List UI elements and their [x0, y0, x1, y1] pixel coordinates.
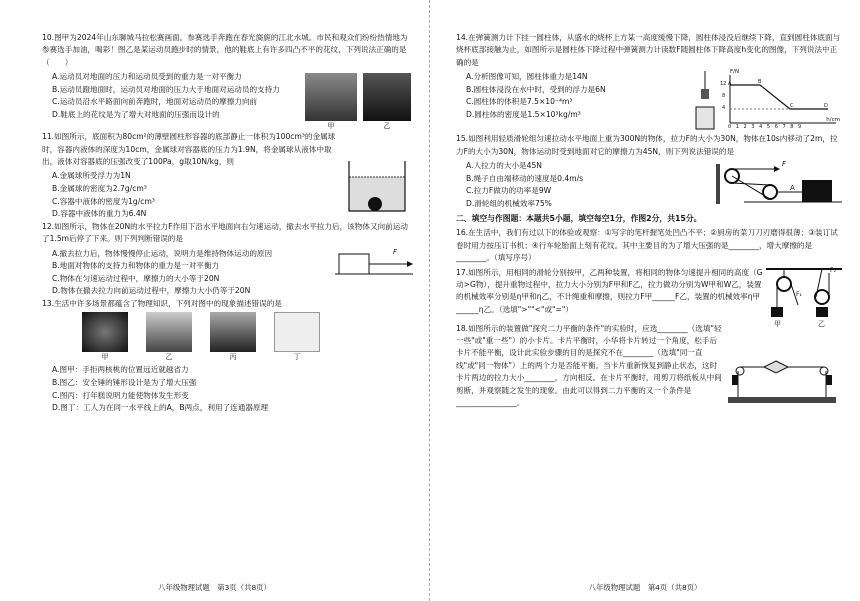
q15-pulley-figure — [714, 160, 844, 210]
force-height-graph — [720, 71, 840, 133]
runner-shoe-photo — [363, 73, 411, 121]
rice-cake-photo — [210, 312, 256, 352]
question-18: 18.如图所示的装置做"探究二力平衡的条件"的实验时，应选________（选填"轻一些"或"重一些"）的小卡片。卡片平衡时，小华将卡片转过一个角度，松手后卡片不能平衡，设计此实验步骤的目的是探究不在________（选填"同一直线"或"同一物体"）上的两个力是否能平衡。当卡片重新恢复到静止状态，这时卡片两边的拉力大小________，方向相反。在卡片平衡时，用剪刀将纸板从中间剪断，并观察随之发生的现象。由此可以得到二力平衡的又一个条件是________________。 — [456, 323, 722, 408]
graph-y-label: F/N — [730, 69, 740, 76]
q13-label-a: 甲 — [101, 353, 109, 362]
question-10 — [42, 32, 415, 69]
graph-ytick: 4 — [722, 105, 726, 112]
graph-ytick: 8 — [722, 93, 726, 100]
graph-x-label: h/cm — [826, 117, 840, 124]
question-17: 17.如图所示，用相同的滑轮分别按甲，乙两种装置，将相同的物体匀速提升相同的高度（G动>G物），提升重物过程中，拉力大小分别为F甲和F乙，拉力做功分别为W甲和W乙，装置的机械效率分别是η甲和η乙，不计绳重和摩擦，则拉力F甲______F乙，装置的机械效率η甲______η乙。（选填">""<"或"="） — [456, 267, 763, 314]
q17-force-1: F₁ — [796, 290, 802, 298]
q14-option-c: C.圆柱体的体积是7.5×10⁻⁴m³ — [466, 97, 573, 107]
q17-label-b: 乙 — [818, 319, 825, 328]
graph-xtick: 1 — [735, 124, 739, 131]
q17-pulley-figures — [766, 266, 844, 328]
graph-xtick: 4 — [759, 124, 763, 131]
block-force-diagram — [335, 248, 413, 282]
spring-scale-beaker — [694, 71, 716, 131]
q10-figures — [305, 71, 415, 131]
right-page — [430, 0, 860, 601]
container-ball-diagram — [343, 159, 411, 215]
q11-container-figure — [343, 131, 415, 221]
q12-option-a: A.撤去拉力后，物体慢慢停止运动，说明力是维持物体运动的原因 — [52, 248, 273, 258]
q11-option-d: D.容器中液体的重力为6.4N — [52, 209, 147, 219]
graph-point-label: C — [790, 103, 794, 110]
q14-option-d: D.圆柱体的密度是1.5×10³kg/m³ — [466, 110, 581, 119]
q10-option-d: D.鞋底上的花纹是为了增大对地面的压强而设计的 — [52, 110, 220, 119]
graph-xtick: 7 — [782, 124, 786, 131]
q11-option-c: C.容器中液体的密度为1g/cm³ — [52, 196, 155, 206]
q12-option-d: D.物体在撤去拉力向前运动过程中，摩擦力大小仍等于20N — [52, 286, 251, 296]
question-10-text: 10.图甲为2024年山东聊城马拉松赛画面。参赛选手奔跑在春光旖旎的江北水城。市民和观众们纷纷热情地为参赛选手加油，喝彩！图乙是某运动员跑步时的情景，他的鞋底上有许多四凸不平的花纹，下列说法正确的是（ ） — [42, 33, 408, 67]
graph-point-label: D — [824, 103, 828, 110]
q17-label-a: 甲 — [774, 319, 781, 328]
graph-xtick: 2 — [743, 124, 747, 131]
q10-option-b: B.运动员蹬地面时，运动员对地面的压力大于地面对运动员的支持力 — [52, 84, 280, 94]
q10-option-c: C.运动员沿水平路面向前奔跑时，地面对运动员的摩擦力向前 — [52, 97, 258, 107]
pulley-object-label: A — [790, 184, 795, 193]
graph-point-label: B — [758, 79, 762, 86]
marathon-photo — [305, 73, 357, 121]
q13-label-c: 丙 — [229, 353, 237, 362]
question-11: 11.如图所示，底面积为80cm²的薄壁圆柱形容器的底部静止一体积为100cm³的金属球时，容器内液体的深度为10cm，金属球对容器底的压力为1.9N，将金属球从液体中取出，液体对容器底的压强改变了100Pa，g取10N/kg，则 — [42, 132, 336, 167]
question-16: 16.在生活中，我们有过以下的体验或观察：①写字的笔杆握笔处凹凸不平；②厨房的菜刀刀刃磨得很薄；③装订试卷时用力按压订书机；④行车轮胎面上刻有花纹。其中主要目的为了增大压强的是________，增大摩擦的是________。（填写序号） — [456, 228, 838, 263]
graph-xtick: 3 — [751, 124, 755, 131]
q13-label-b: 乙 — [165, 353, 173, 362]
q12-option-b: B.地面对物体的支持力和物体的重力是一对平衡力 — [52, 261, 220, 271]
q15-option-c: C.拉力F做功的功率是9W — [466, 186, 552, 196]
q10-fig-label-a: 甲 — [327, 122, 335, 131]
right-page-footer: 八年级物理试题 第4页（共8页） — [588, 583, 702, 592]
q13-option-b: B.图乙：安全锤的锤形设计是为了增大压强 — [52, 378, 197, 387]
graph-xtick: 8 — [790, 124, 794, 131]
graph-xtick: 0 — [728, 124, 732, 131]
q13-option-c: C.图丙：打年糕说明力能使物体发生形变 — [52, 390, 189, 400]
q15-option-b: B.绳子自由端移动的速度是0.4m/s — [466, 173, 584, 183]
q11-option-b: B.金属球的密度为2.7g/cm³ — [52, 184, 147, 194]
q14-figure — [694, 71, 844, 133]
question-14: 14.在弹簧测力计下挂一圆柱体，从盛水的烧杯上方某一高度缓慢下降，圆柱体浸没后继续下降，直到圆柱体底面与烧杯底部接触为止，如图所示是圆柱体下降过程中弹簧测力计读数F随圆柱体下降高度h变化的图像，下列说法中正确的是 — [456, 33, 841, 67]
question-12: 12.如图所示，物体在20N的水平拉力F作用下沿水平地面向右匀速运动，撤去水平拉力后，该物体又向前运动了1.5m后停了下来。则下列判断错误的是 — [42, 221, 408, 244]
q13-option-a: A.图甲：手拒两核桃的位置远近就越省力 — [52, 365, 189, 375]
pulley-force-label: F — [782, 160, 787, 169]
q14-option-a: A.分析图像可知，圆柱体重力是14N — [466, 72, 588, 82]
walnut-photo — [82, 312, 128, 352]
graph-xtick: 6 — [774, 124, 778, 131]
q11-option-a: A.金属球所受浮力为1N — [52, 171, 131, 181]
graph-xtick: 9 — [798, 124, 802, 131]
worker-tube-drawing — [274, 312, 320, 352]
left-page-footer: 八年级物理试题 第3页（共8页） — [158, 583, 271, 592]
graph-x-ticks — [728, 124, 801, 130]
q15-option-d: D.滑轮组的机械效率75% — [466, 198, 552, 208]
safety-hammer-photo — [146, 312, 192, 352]
graph-point-label: A — [728, 81, 732, 88]
q18-balance-figure — [724, 323, 844, 412]
q17-force-2: F₂ — [830, 266, 836, 274]
q10-fig-label-b: 乙 — [383, 122, 391, 131]
graph-xtick: 5 — [766, 124, 771, 131]
graph-ytick: 12 — [720, 81, 727, 88]
force-label: F — [393, 247, 398, 256]
q13-option-d: D.图丁：工人为在同一水平线上的A，B两点，利用了连通器原理 — [52, 403, 269, 413]
q13-figures — [42, 312, 415, 362]
q12-block-figure — [335, 248, 415, 298]
q12-option-c: C.物体在匀速运动过程中，摩擦力的大小等于20N — [52, 273, 220, 283]
q10-option-a: A.运动员对地面的压力和运动员受到的重力是一对平衡力 — [52, 72, 242, 82]
question-13: 13.生活中许多场景都蕴含了物理知识，下列对图中的现象描述错误的是 — [42, 299, 282, 308]
section-title: 二、填空与作图题：本题共5小题，填空每空1分，作图2分，共15分。 — [456, 214, 702, 224]
question-15: 15.如图利用轻质滑轮组匀速拉动水平地面上重为300N的物体，拉力F的大小为30N，物体在10s内移动了2m，拉力F的大小为30N，物体运动时受到地面对它的摩擦力为45N，则下列说法错误的是 — [456, 134, 838, 156]
q13-label-d: 丁 — [293, 353, 301, 362]
q14-option-b: B.圆柱体浸没在水中时，受到的浮力是6N — [466, 84, 606, 94]
q15-option-a: A.人拉力的大小是45N — [466, 161, 542, 171]
